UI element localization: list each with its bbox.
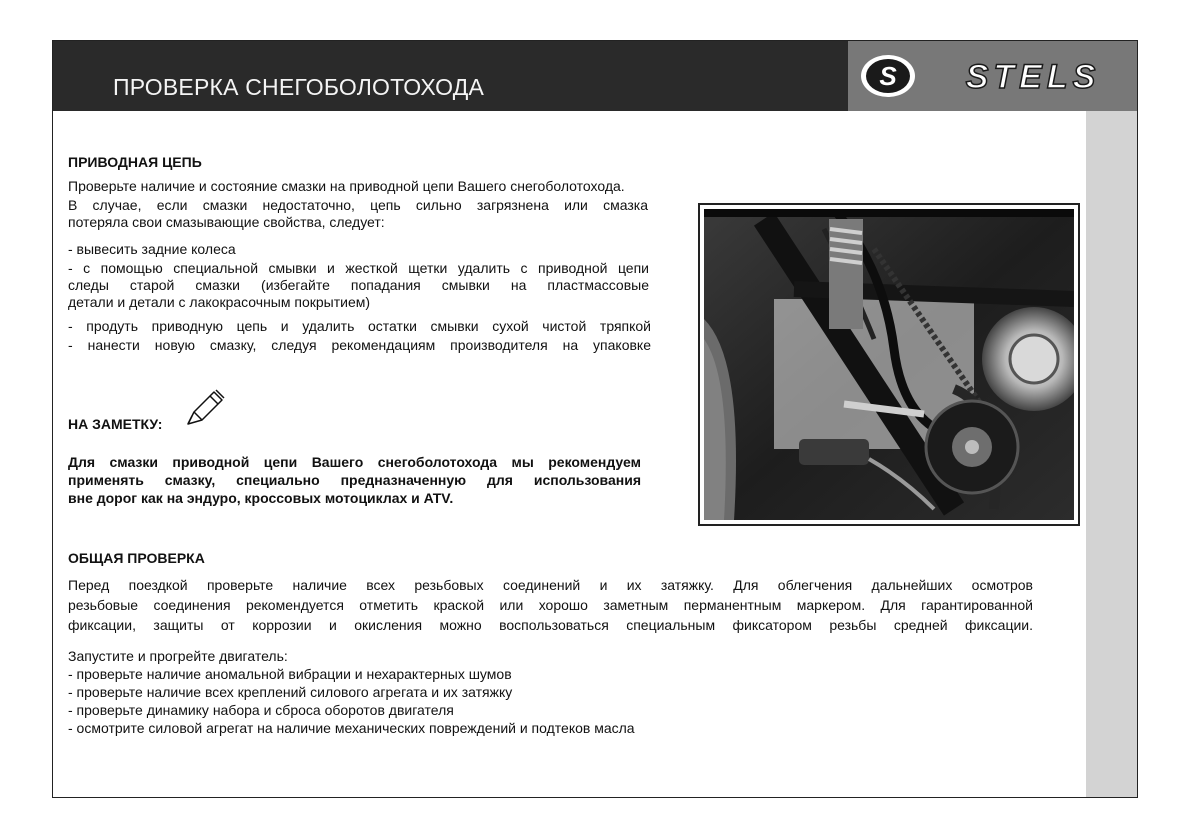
drive-chain-step: - с помощью специальной смывки и жесткой щетки удалить с приводной цепи xyxy=(68,260,649,276)
general-check-paragraph: резьбовые соединения рекомендуется отметить краской или хорошо заметным перманентным маркером. Для гарантированной xyxy=(68,597,1033,613)
drive-chain-step: - вывесить задние колеса xyxy=(68,241,236,257)
drive-chain-case-line: В случае, если смазки недостаточно, цепь сильно загрязнена или смазка xyxy=(68,197,648,213)
pencil-icon xyxy=(180,386,230,428)
drive-chain-step: следы старой смазки (избегайте попадания смывки на пластмассовые xyxy=(68,277,649,293)
general-check-paragraph: Перед поездкой проверьте наличие всех резьбовых соединений и их затяжку. Для облегчения дальнейших осмотров xyxy=(68,577,1033,593)
note-text: применять смазку, специально предназначенную для использования xyxy=(68,472,641,488)
page-title: ПРОВЕРКА СНЕГОБОЛОТОХОДА xyxy=(113,74,485,100)
drive-chain-step: - продуть приводную цепь и удалить остатки смывки сухой чистой тряпкой xyxy=(68,318,651,334)
general-check-paragraph: фиксации, защиты от коррозии и окисления можно воспользоваться специальным фиксатором резьбы средней фиксации. xyxy=(68,617,1033,633)
logo-initial: S xyxy=(879,61,897,91)
drive-chain-step: детали и детали с лакокрасочным покрытием) xyxy=(68,294,371,310)
sidebar-strip xyxy=(1086,111,1137,797)
engine-check-item: - проверьте динамику набора и сброса оборотов двигателя xyxy=(68,702,454,718)
drive-chain-heading: ПРИВОДНАЯ ЦЕПЬ xyxy=(68,154,202,170)
drive-chain-photo xyxy=(698,203,1080,526)
drive-chain-step: - нанести новую смазку, следуя рекомендациям производителя на упаковке xyxy=(68,337,651,353)
stels-logo-icon xyxy=(848,41,1137,111)
note-label: НА ЗАМЕТКУ: xyxy=(68,416,163,432)
brand-logo xyxy=(848,41,1137,111)
drive-chain-photo-image xyxy=(704,209,1074,520)
engine-start-text: Запустите и прогрейте двигатель: xyxy=(68,648,288,664)
general-check-heading: ОБЩАЯ ПРОВЕРКА xyxy=(68,550,205,566)
page-frame xyxy=(52,40,1138,798)
logo-brand: STELS xyxy=(965,58,1101,96)
note-row xyxy=(68,386,368,431)
note-text: вне дорог как на эндуро, кроссовых мотоциклах и ATV. xyxy=(68,490,454,506)
drive-chain-case-line: потеряла свои смазывающие свойства, следует: xyxy=(68,214,385,230)
note-text: Для смазки приводной цепи Вашего снегоболотохода мы рекомендуем xyxy=(68,454,641,470)
drive-chain-intro: Проверьте наличие и состояние смазки на приводной цепи Вашего снегоболотохода. xyxy=(68,178,625,194)
engine-check-item: - осмотрите силовой агрегат на наличие механических повреждений и подтеков масла xyxy=(68,720,635,736)
engine-check-item: - проверьте наличие всех креплений силового агрегата и их затяжку xyxy=(68,684,513,700)
engine-check-item: - проверьте наличие аномальной вибрации и нехарактерных шумов xyxy=(68,666,512,682)
